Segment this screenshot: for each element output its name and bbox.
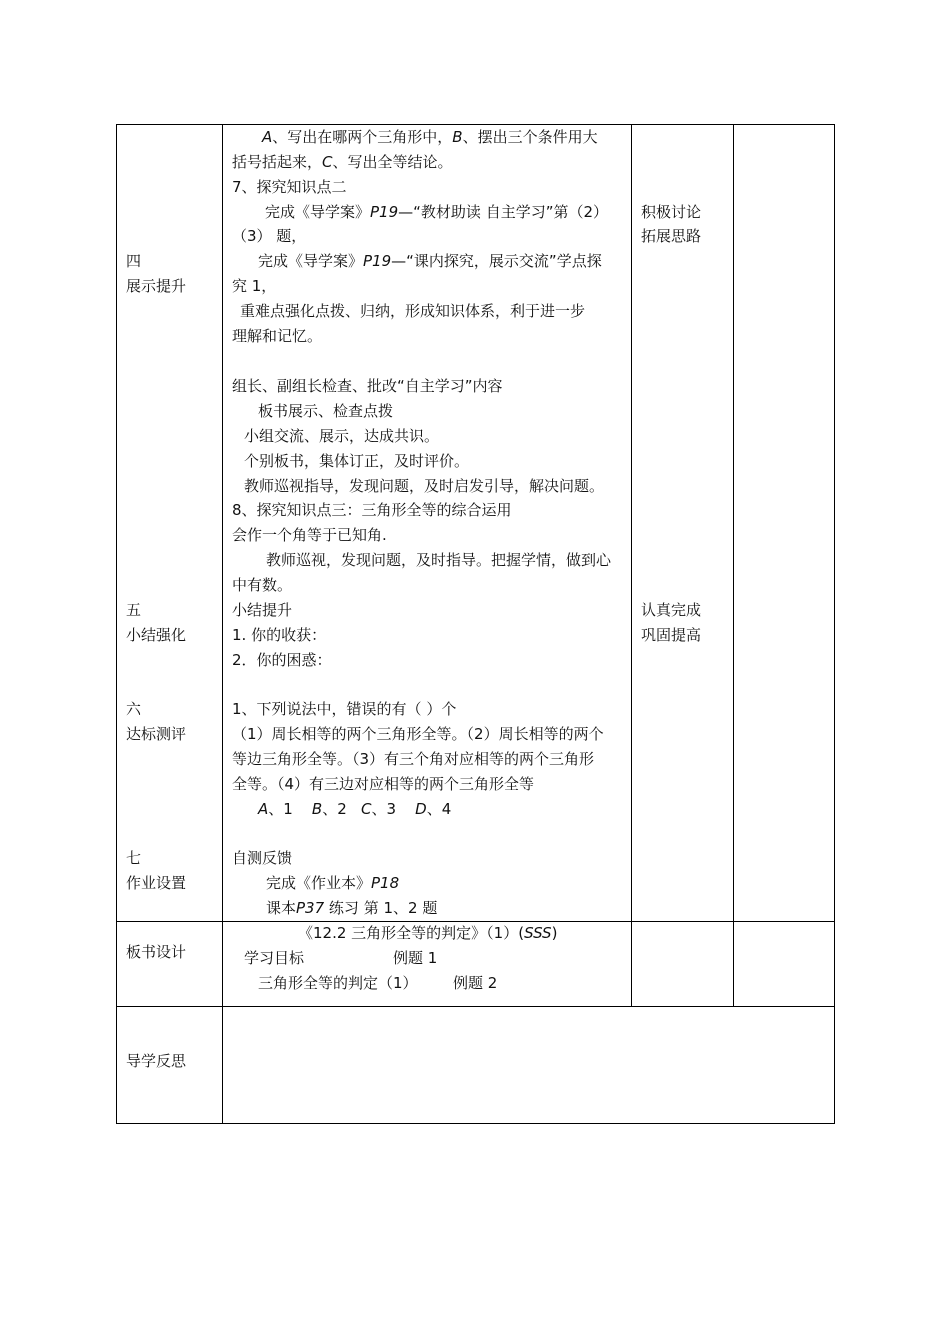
- step-number-5: 五: [126, 601, 142, 619]
- text-run: 、写出在哪两个三角形中，: [272, 128, 453, 146]
- board-design-label: 板书设计: [126, 943, 187, 961]
- step-title-5: 小结强化: [126, 626, 187, 644]
- row-divider-reflect: [116, 1006, 835, 1007]
- table-left-border: [116, 124, 117, 1124]
- activity-text: 拓展思路: [641, 227, 702, 245]
- step-number-7: 七: [126, 849, 142, 867]
- board-example-2: 例题 2: [453, 974, 498, 992]
- step-number-6: 六: [126, 700, 142, 718]
- text-run: 、3: [371, 800, 416, 818]
- step-title-4: 展示提升: [126, 277, 187, 295]
- option-letter: A: [258, 800, 269, 818]
- content-line: 理解和记忆。: [232, 327, 323, 345]
- text-run: SSS: [524, 924, 552, 942]
- content-line: [232, 150, 453, 175]
- option-letter: C: [322, 153, 333, 171]
- content-line: 教师巡视，发现问题，及时指导。把握学情，做到心: [266, 551, 612, 569]
- step-title-7: 作业设置: [126, 874, 187, 892]
- content-line: 组长、副组长检查、批改“自主学习”内容: [232, 377, 503, 395]
- content-line: 自测反馈: [232, 849, 293, 867]
- content-line: 板书展示、检查点拨: [258, 402, 394, 420]
- content-line: 中有数。: [232, 576, 293, 594]
- content-line: [262, 125, 598, 150]
- option-letter: B: [452, 128, 463, 146]
- board-example-1: 例题 1: [393, 949, 438, 967]
- content-line: [266, 896, 437, 921]
- step-number-4: 四: [126, 252, 142, 270]
- text-run: 括号括起来，: [232, 153, 323, 171]
- content-line: 等边三角形全等。（3）有三个角对应相等的两个三角形: [232, 750, 595, 768]
- content-line: 全等。（4）有三边对应相等的两个三角形全等: [232, 775, 535, 793]
- activity-text: 积极讨论: [641, 203, 702, 221]
- content-line: 究 1，: [232, 277, 277, 295]
- content-line: [266, 871, 399, 896]
- option-letter: A: [262, 128, 273, 146]
- text-run: 课本: [266, 899, 297, 917]
- content-line: 教师巡视指导，发现问题，及时启发引导，解决问题。: [244, 477, 605, 495]
- page-ref: P19: [370, 203, 399, 221]
- option-letter: C: [361, 800, 372, 818]
- text-run: 完成《导学案》: [258, 252, 364, 270]
- board-title: [298, 921, 557, 946]
- reflection-label: 导学反思: [126, 1052, 187, 1070]
- text-run: 、4: [426, 800, 452, 818]
- text-run: —“教材助读 自主学习”第（2）: [398, 203, 609, 221]
- text-run: ): [551, 924, 558, 942]
- board-criterion: 三角形全等的判定（1）: [258, 974, 418, 992]
- content-line: 7、探究知识点二: [232, 178, 347, 196]
- content-line: 重难点强化点拨、归纳，形成知识体系，利于进一步: [240, 302, 586, 320]
- answer-options: [258, 797, 451, 822]
- text-run: 完成《作业本》: [266, 874, 372, 892]
- content-line: 小组交流、展示，达成共识。: [244, 427, 440, 445]
- text-run: —“课内探究，展示交流”学点探: [391, 252, 602, 270]
- content-line: 1. 你的收获：: [232, 626, 327, 644]
- col-divider-1: [222, 124, 223, 1124]
- text-run: 练习 第 1、2 题: [324, 899, 438, 917]
- step-title-6: 达标测评: [126, 725, 187, 743]
- table-bottom-border: [116, 1123, 835, 1124]
- col-divider-3: [733, 124, 734, 1007]
- content-line: 小结提升: [232, 601, 293, 619]
- content-line: [265, 200, 608, 225]
- text-run: 完成《导学案》: [265, 203, 371, 221]
- table-right-border: [834, 124, 835, 1124]
- content-line: （3） 题，: [232, 227, 307, 245]
- content-line: 8、探究知识点三：三角形全等的综合运用: [232, 501, 512, 519]
- content-line: （1）周长相等的两个三角形全等。（2）周长相等的两个: [232, 725, 604, 743]
- content-line: 1、下列说法中，错误的有（ ）个: [232, 700, 457, 718]
- option-letter: D: [415, 800, 427, 818]
- page-ref: P18: [371, 874, 400, 892]
- board-learning-goal: 学习目标: [244, 949, 305, 967]
- activity-text: 认真完成: [641, 601, 702, 619]
- text-run: 、1: [268, 800, 312, 818]
- option-letter: B: [311, 800, 323, 818]
- content-line: 个别板书，集体订正，及时评价。: [244, 452, 470, 470]
- text-run: 《12.2 三角形全等的判定》（1）(: [298, 924, 525, 942]
- page-ref: P19: [363, 252, 392, 270]
- page-ref: P37: [296, 899, 325, 917]
- content-line: 2．你的困惑：: [232, 651, 332, 669]
- content-line: [258, 249, 602, 274]
- text-run: 、写出全等结论。: [332, 153, 453, 171]
- activity-text: 巩固提高: [641, 626, 702, 644]
- col-divider-2: [631, 124, 632, 1007]
- text-run: 、摆出三个条件用大: [462, 128, 598, 146]
- text-run: 、2: [322, 800, 362, 818]
- content-line: 会作一个角等于已知角.: [232, 526, 387, 544]
